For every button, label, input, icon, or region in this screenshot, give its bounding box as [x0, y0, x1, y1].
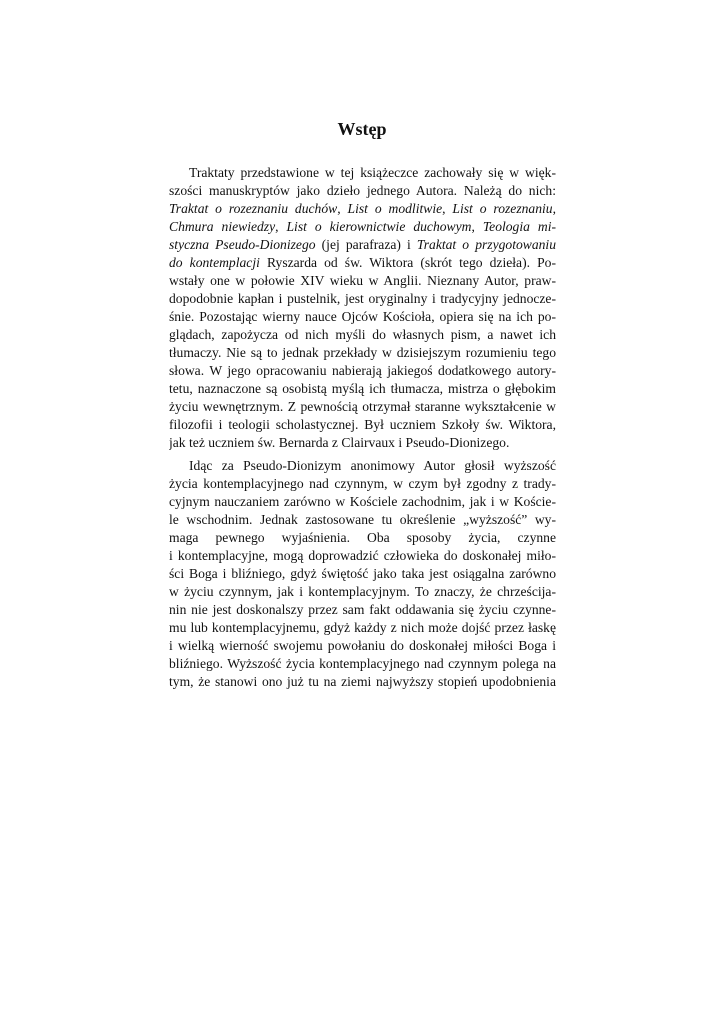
text-line: [169, 218, 556, 236]
text-line: dopodobnie kapłan i pustelnik, jest oryginalny i tradycyjny jednocze-: [169, 291, 556, 307]
text-line: filozofii i teologii scholastycznej. Był uczniem Szkoły św. Wiktora,: [169, 417, 556, 433]
text-line: szości manuskryptów jako dzieło jednego Autora. Należą do nich:: [169, 183, 556, 199]
text-line: maga pewnego wyjaśnienia. Oba sposoby życia, czynne: [169, 530, 556, 546]
text-fragment: ,: [442, 201, 453, 217]
text-line: i wielką wierność swojemu powołaniu do doskonałej miłości Boga i: [169, 638, 556, 654]
text-fragment: ,: [552, 201, 556, 217]
text-line: tym, że stanowi ono już tu na ziemi najwyższy stopień upodobnienia: [169, 674, 556, 690]
text-line: tłumaczy. Nie są to jednak przekłady w dzisiejszym rozumieniu tego: [169, 345, 556, 361]
work-title: List o kierownictwie duchowym: [286, 219, 472, 235]
text-line: le wschodnim. Jednak zastosowane tu określenie „wyższość” wy-: [169, 512, 556, 528]
body-text: [169, 164, 556, 691]
work-title: Chmura niewiedzy: [169, 219, 276, 235]
text-line: jak też uczniem św. Bernarda z Clairvaux i Pseudo-Dionizego.: [169, 435, 510, 451]
text-line: nin nie jest doskonalszy przez sam fakt oddawania się życiu czynne-: [169, 602, 556, 618]
text-line: [169, 236, 556, 254]
text-line: [169, 254, 556, 272]
text-line: i kontemplacyjne, mogą doprowadzić człowieka do doskonałej miło-: [169, 548, 556, 564]
text-fragment: ,: [337, 201, 348, 217]
page-title: Wstęp: [337, 119, 387, 139]
paragraph-2: [169, 457, 556, 691]
text-fragment: (jej parafraza) i: [315, 237, 417, 253]
text-line: glądach, zapożycza od nich myśli do własnych pism, a nawet ich: [169, 327, 556, 343]
text-line: bliźniego. Wyższość życia kontemplacyjnego nad czynnym polega na: [169, 656, 556, 672]
text-fragment: ,: [275, 219, 287, 235]
text-line: wstały one w połowie XIV wieku w Anglii. Nieznany Autor, praw-: [169, 273, 556, 289]
text-line: życia kontemplacyjnego nad czynnym, w czym był zgodny z trady-: [169, 476, 556, 492]
text-line: życiu wewnętrznym. Z pewnością otrzymał staranne wykształcenie w: [169, 399, 556, 415]
work-title: List o rozeznaniu: [452, 201, 553, 217]
text-line: tetu, naznaczone są osobistą myślą ich tłumacza, mistrza o głębokim: [169, 381, 556, 397]
text-line: słowa. W jego opracowaniu nabierają jakiegoś dodatkowego autory-: [169, 363, 556, 379]
text-line: [169, 200, 556, 218]
text-line: cyjnym nauczaniem zarówno w Kościele zachodnim, jak i w Koście-: [169, 494, 556, 510]
work-title: List o modlitwie: [347, 201, 443, 217]
work-title: Traktat o rozeznaniu duchów: [169, 201, 338, 217]
work-title: do kontemplacji: [169, 255, 260, 271]
work-title: Traktat o przygotowaniu: [416, 237, 556, 253]
text-line: Traktaty przedstawione w tej książeczce zachowały się w więk-: [189, 165, 556, 180]
text-fragment: ,: [471, 219, 483, 235]
paragraph-1: [169, 164, 556, 452]
text-line: śnie. Pozostając wierny nauce Ojców Kościoła, opiera się na ich po-: [169, 309, 556, 325]
text-line: w życiu czynnym, jak i kontemplacyjnym. To znaczy, że chrześcija-: [169, 584, 556, 600]
work-title: Teologia mi-: [482, 219, 556, 235]
text-line: Idąc za Pseudo-Dionizym anonimowy Autor głosił wyższość: [189, 458, 556, 474]
text-line: ści Boga i bliźniego, gdyż świętość jako taka jest osiągalna zarówno: [169, 566, 556, 582]
work-title: styczna Pseudo-Dionizego: [169, 237, 316, 253]
text-fragment: Ryszarda od św. Wiktora (skrót tego dzieła). Po-: [259, 255, 556, 271]
text-line: mu lub kontemplacyjnemu, gdyż każdy z nich może dojść przez łaskę: [169, 620, 556, 636]
